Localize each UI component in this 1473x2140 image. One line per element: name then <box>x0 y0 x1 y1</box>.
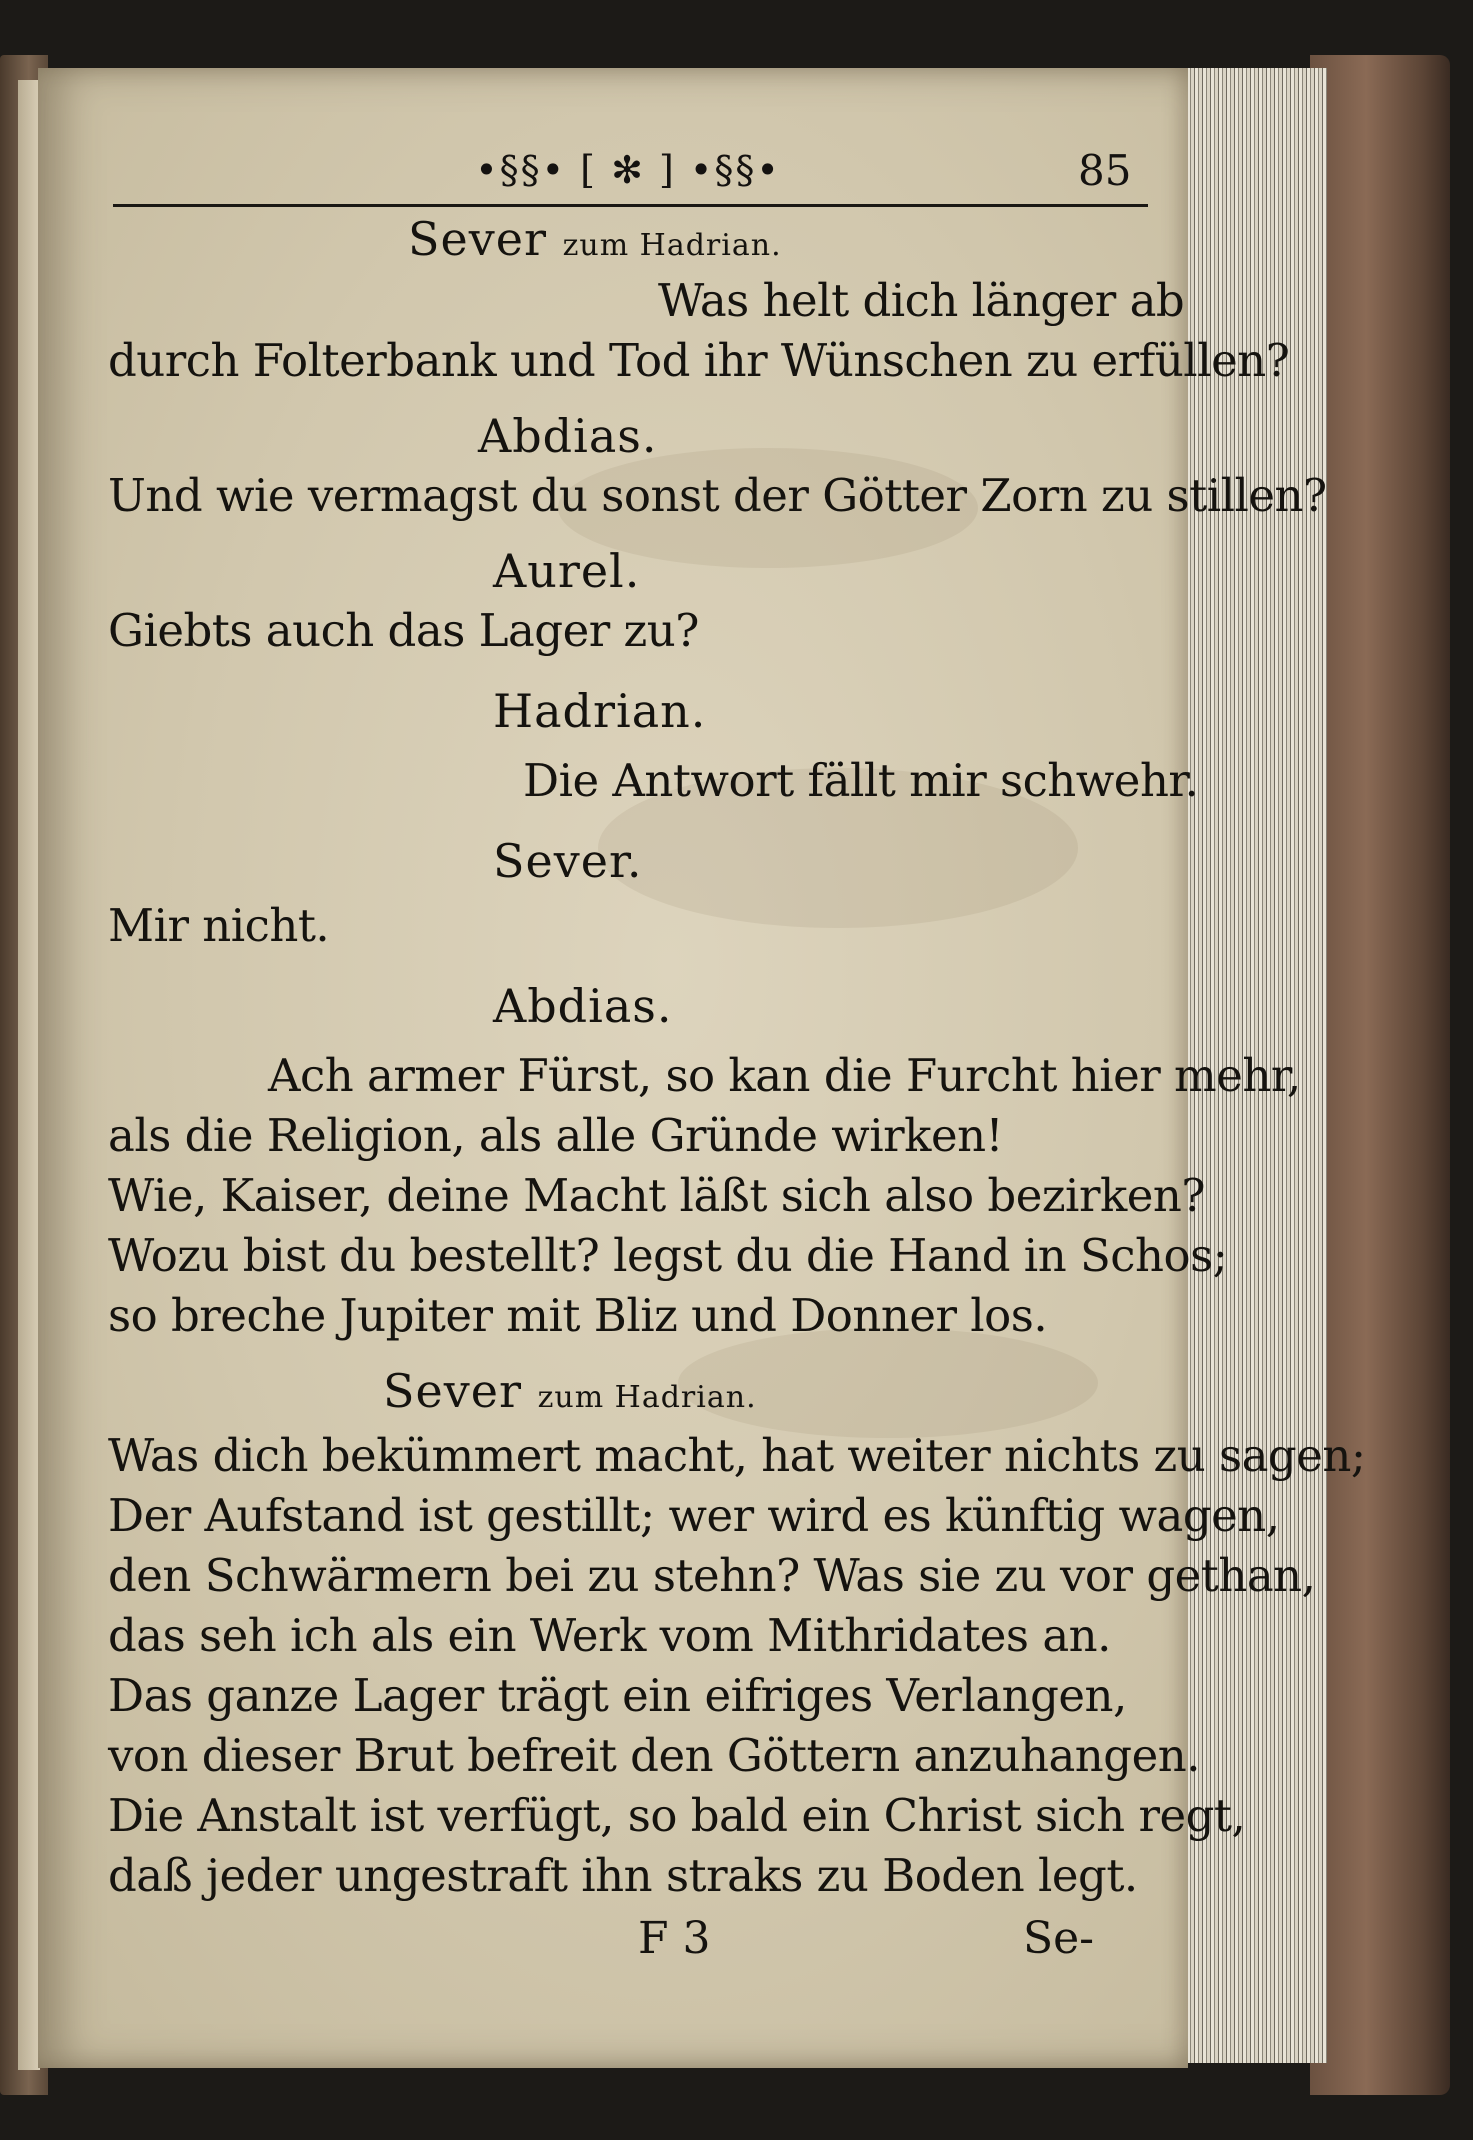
verse-line: Wozu bist du bestellt? legst du die Hand in Schos; <box>108 1229 1228 1282</box>
verse-line: Die Anstalt ist verfügt, so bald ein Christ sich regt, <box>108 1789 1246 1842</box>
verse-line: Und wie vermagst du sonst der Götter Zorn zu stillen? <box>108 469 1327 522</box>
page-number: 85 <box>1078 146 1132 195</box>
verse-line: Ach armer Fürst, so kan die Furcht hier mehr, <box>268 1049 1301 1102</box>
speaker-heading: Hadrian. <box>493 684 707 738</box>
verse-line: Der Aufstand ist gestillt; wer wird es künftig wagen, <box>108 1489 1280 1542</box>
verse-line: Das ganze Lager trägt ein eifriges Verlangen, <box>108 1669 1127 1722</box>
verse-line: Mir nicht. <box>108 899 330 952</box>
stage-direction: zum Hadrian. <box>537 1380 757 1415</box>
verse-line: den Schwärmern bei zu stehn? Was sie zu vor gethan, <box>108 1549 1316 1602</box>
verse-line: Was dich bekümmert macht, hat weiter nichts zu sagen; <box>108 1429 1366 1482</box>
verse-line: das seh ich als ein Werk vom Mithridates an. <box>108 1609 1111 1662</box>
speaker-heading: Abdias. <box>493 979 673 1033</box>
signature-mark: F 3 <box>638 1913 711 1964</box>
facing-page-edge <box>18 80 40 2070</box>
speaker-heading: Sever. <box>493 834 643 888</box>
verse-line: Giebts auch das Lager zu? <box>108 604 699 657</box>
header-rule <box>113 204 1148 207</box>
catchword: Se- <box>1023 1913 1095 1964</box>
verse-line: Was helt dich länger ab <box>658 274 1185 327</box>
verse-line: als die Religion, als alle Gründe wirken! <box>108 1109 1004 1162</box>
speaker-heading <box>383 1364 757 1418</box>
verse-line: Die Antwort fällt mir schwehr. <box>523 754 1199 807</box>
speaker-heading: Aurel. <box>493 544 641 598</box>
book-cover-right <box>1310 55 1450 2095</box>
verse-line: von dieser Brut befreit den Göttern anzuhangen. <box>108 1729 1201 1782</box>
speaker-heading: Abdias. <box>478 409 658 463</box>
speaker-heading <box>408 212 782 266</box>
speaker-name: Sever <box>408 212 547 266</box>
verse-line: so breche Jupiter mit Bliz und Donner los. <box>108 1289 1048 1342</box>
header-ornament: •§§• [ ✻ ] •§§• <box>475 148 781 192</box>
book-page <box>38 68 1366 2068</box>
verse-line: Wie, Kaiser, deine Macht läßt sich also bezirken? <box>108 1169 1205 1222</box>
speaker-name: Sever <box>383 1364 522 1418</box>
verse-line: durch Folterbank und Tod ihr Wünschen zu erfüllen? <box>108 334 1290 387</box>
verse-line: daß jeder ungestraft ihn straks zu Boden legt. <box>108 1849 1138 1902</box>
stage-direction: zum Hadrian. <box>562 228 782 263</box>
